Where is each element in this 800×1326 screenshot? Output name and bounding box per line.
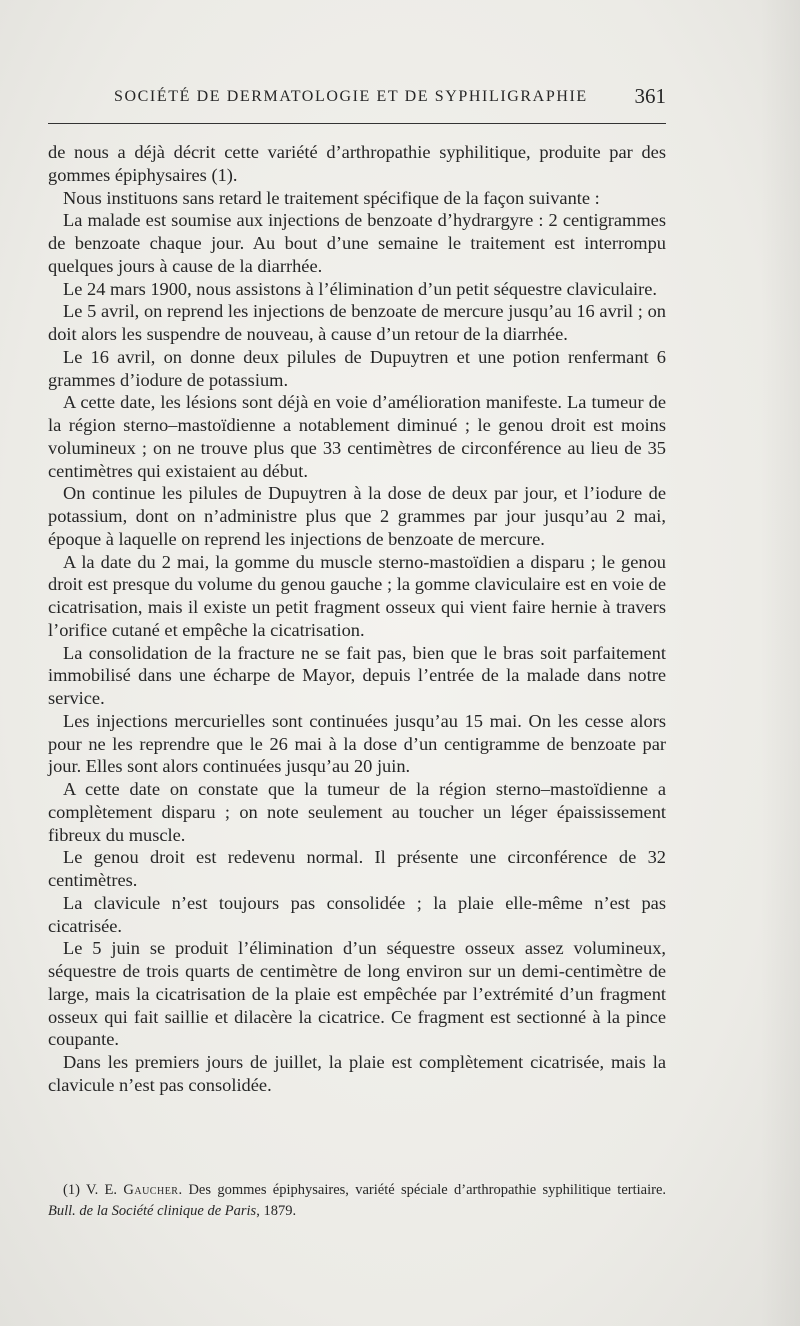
footnote-author-initial: V. E. xyxy=(86,1182,118,1198)
header-rule xyxy=(48,123,666,124)
footnote-author-name: Gaucher xyxy=(123,1182,179,1198)
paragraph: La malade est soumise aux injections de benzoate d’hydrargyre : 2 centigrammes de benzoate chaque jour. Au bout d’une semaine le traitement est interrompu quelques jours à cause de la diarrhée. xyxy=(48,210,666,276)
paragraph: A cette date, les lésions sont déjà en voie d’amélioration manifeste. La tumeur de la région sterno–mastoïdienne a notablement diminué ; le genou droit est moins volumineux ; on ne trouve plus que 33 centimètres de circonférence au lieu de 35 centimètres qui existaient au début. xyxy=(48,392,666,481)
paragraph: On continue les pilules de Dupuytren à la dose de deux par jour, et l’iodure de potassium, dont on n’administre plus que 2 grammes par jour jusqu’au 2 mai, époque à laquelle on reprend les injections de benzoate de mercure. xyxy=(48,483,666,549)
paragraph: de nous a déjà décrit cette variété d’arthropathie syphilitique, produite par des gommes épiphysaires (1). xyxy=(48,142,666,185)
body-text xyxy=(48,141,666,1097)
paragraph: Le 5 juin se produit l’élimination d’un séquestre osseux assez volumineux, séquestre de trois quarts de centimètre de long environ sur un demi-centimètre de large, mais la cicatrisation de la plaie est empêchée par l’extrémité d’un fragment osseux qui fait saillie et dilacère la cicatrice. Ce fragment est sectionné à la pince coupante. xyxy=(48,938,666,1050)
footnote-title: . Des gommes épiphysaires, variété spéciale d’arthropathie syphilitique tertiaire. xyxy=(178,1182,666,1198)
running-title: SOCIÉTÉ DE DERMATOLOGIE ET DE SYPHILIGRAPHIE xyxy=(114,88,588,105)
paragraph: Nous instituons sans retard le traitement spécifique de la façon suivante : xyxy=(63,187,600,208)
paragraph: Le 5 avril, on reprend les injections de benzoate de mercure jusqu’au 16 avril ; on doit alors les suspendre de nouveau, à cause d’un retour de la diarrhée. xyxy=(48,301,666,344)
page-number: 361 xyxy=(634,84,666,108)
paragraph: La consolidation de la fracture ne se fait pas, bien que le bras soit parfaitement immobilisé dans une écharpe de Mayor, depuis l’entrée de la malade dans notre service. xyxy=(48,642,666,708)
footnote xyxy=(48,1180,666,1222)
page-edge-shadow xyxy=(760,0,800,1326)
footnote-journal: Bull. de la Société clinique de Paris xyxy=(48,1203,257,1219)
footnote-year: , 1879. xyxy=(256,1203,297,1219)
paragraph: Le genou droit est redevenu normal. Il présente une circonférence de 32 centimètres. xyxy=(48,847,666,890)
footnote-marker: (1) xyxy=(63,1182,80,1198)
paragraph: A la date du 2 mai, la gomme du muscle sterno-mastoïdien a disparu ; le genou droit est presque du volume du genou gauche ; la gomme claviculaire est en voie de cicatrisation, mais il existe un petit fragment osseux qui vient faire hernie à travers l’orifice cutané et empêche la cicatrisation. xyxy=(48,551,666,640)
paragraph: La clavicule n’est toujours pas consolidée ; la plaie elle-même n’est pas cicatrisée. xyxy=(48,892,666,936)
paragraph: Les injections mercurielles sont continuées jusqu’au 15 mai. On les cesse alors pour ne les reprendre que le 26 mai à la dose d’un centigramme de benzoate par jour. Elles sont alors continuées jusqu’au 20 juin. xyxy=(48,710,666,777)
paragraph: Le 16 avril, on donne deux pilules de Dupuytren et une potion renfermant 6 grammes d’iodure de potassium. xyxy=(48,346,666,390)
paragraph: Dans les premiers jours de juillet, la plaie est complètement cicatrisée, mais la clavicule n’est pas consolidée. xyxy=(48,1052,666,1095)
page-header xyxy=(114,84,666,114)
footnotes xyxy=(48,1180,666,1222)
paragraph: Le 24 mars 1900, nous assistons à l’élimination d’un petit séquestre claviculaire. xyxy=(63,278,657,299)
paragraph: A cette date on constate que la tumeur de la région sterno–mastoïdienne a complètement disparu ; on note seulement au toucher un léger épaississement fibreux du muscle. xyxy=(48,779,666,845)
